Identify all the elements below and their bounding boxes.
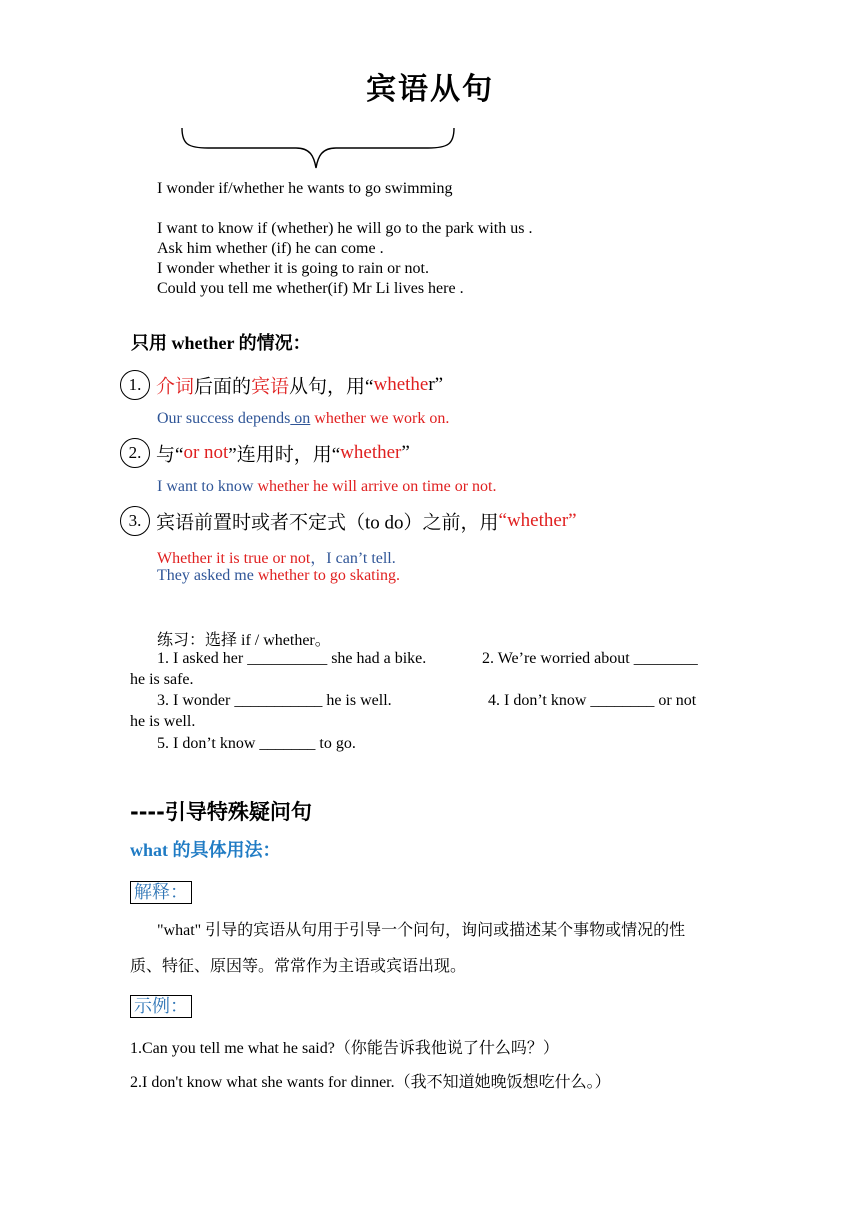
example-part: whether he will arrive on time or not. (257, 478, 497, 495)
example-part: ，I can’t tell. (310, 550, 396, 567)
rule-number: 3. (120, 506, 150, 536)
example-sentence: Ask him whether (if) he can come . (157, 240, 384, 257)
rule-1 (120, 370, 443, 400)
rule-text: ”连用时，用“ (228, 444, 341, 466)
example-part: I want to know (157, 478, 258, 495)
practice-question: 3. I wonder ___________ he is well. (157, 692, 392, 709)
example-sentence: I wonder whether it is going to rain or not. (157, 260, 429, 277)
curly-brace-icon (178, 126, 458, 172)
what-example: 1.Can you tell me what he said?（你能告诉我他说了什么吗？） (130, 1040, 559, 1057)
practice-question: 2. We’re worried about ________ (482, 650, 698, 667)
rule-text: 宾语前置时或者不定式（to do）之前，用 (156, 512, 499, 534)
example-part: on (290, 410, 311, 427)
rule-2 (120, 438, 410, 468)
rule-text: 介词 (156, 376, 195, 398)
example-part: whether to go skating. (257, 567, 401, 584)
rule-text: whether (340, 442, 402, 463)
what-example: 2.I don't know what she wants for dinner.（我不知道她晚饭想吃什么。） (130, 1074, 611, 1091)
practice-question-cont: he is safe. (130, 671, 194, 688)
explain-box (130, 878, 192, 904)
practice-label: 练习：选择 if / whether。 (157, 632, 331, 649)
rule-text: 从句，用“ (289, 376, 374, 398)
example-part: whether we work on. (310, 410, 450, 427)
example-part: Whether it is true or not (157, 550, 311, 567)
rule-text: or not (183, 442, 229, 463)
example-part: They asked me (157, 567, 258, 584)
practice-question: 5. I don’t know _______ to go. (157, 735, 356, 752)
section-heading: 只用 whether 的情况： (131, 333, 311, 353)
rule-example (157, 567, 400, 585)
example-label: 示例： (130, 995, 192, 1018)
practice-question-cont: he is well. (130, 713, 196, 730)
example-sentence: Could you tell me whether(if) Mr Li lives here . (157, 280, 464, 297)
example-box (130, 992, 192, 1018)
rule-text: whethe (373, 374, 429, 395)
practice-question: 1. I asked her __________ she had a bike. (157, 650, 427, 667)
rule-example (157, 410, 449, 428)
explain-text: "what" 引导的宾语从句用于引导一个问句，询问或描述某个事物或情况的性 (157, 922, 686, 939)
rule-number: 1. (120, 370, 150, 400)
rule-example (157, 545, 396, 568)
practice-question: 4. I don’t know ________ or not (488, 692, 697, 709)
rule-text: 后面的 (194, 376, 252, 398)
rule-text: 与“ (156, 444, 184, 466)
rule-text: 宾语 (251, 376, 290, 398)
explain-label: 解释： (130, 881, 192, 904)
rule-text: r” (428, 374, 444, 395)
rule-text: ” (401, 442, 410, 463)
example-part: Our success depends (157, 410, 291, 427)
example-sentence: I wonder if/whether he wants to go swimming (157, 180, 453, 197)
example-sentence: I want to know if (whether) he will go to the park with us . (157, 220, 533, 237)
page-title: 宾语从句 (366, 72, 494, 107)
rule-text: “whether” (498, 510, 577, 531)
rule-example (157, 478, 496, 496)
section-heading: ----引导特殊疑问句 (130, 800, 312, 824)
what-usage-heading: what 的具体用法： (130, 840, 281, 860)
rule-3 (120, 506, 577, 536)
rule-number: 2. (120, 438, 150, 468)
explain-text: 质、特征、原因等。常常作为主语或宾语出现。 (130, 958, 467, 975)
